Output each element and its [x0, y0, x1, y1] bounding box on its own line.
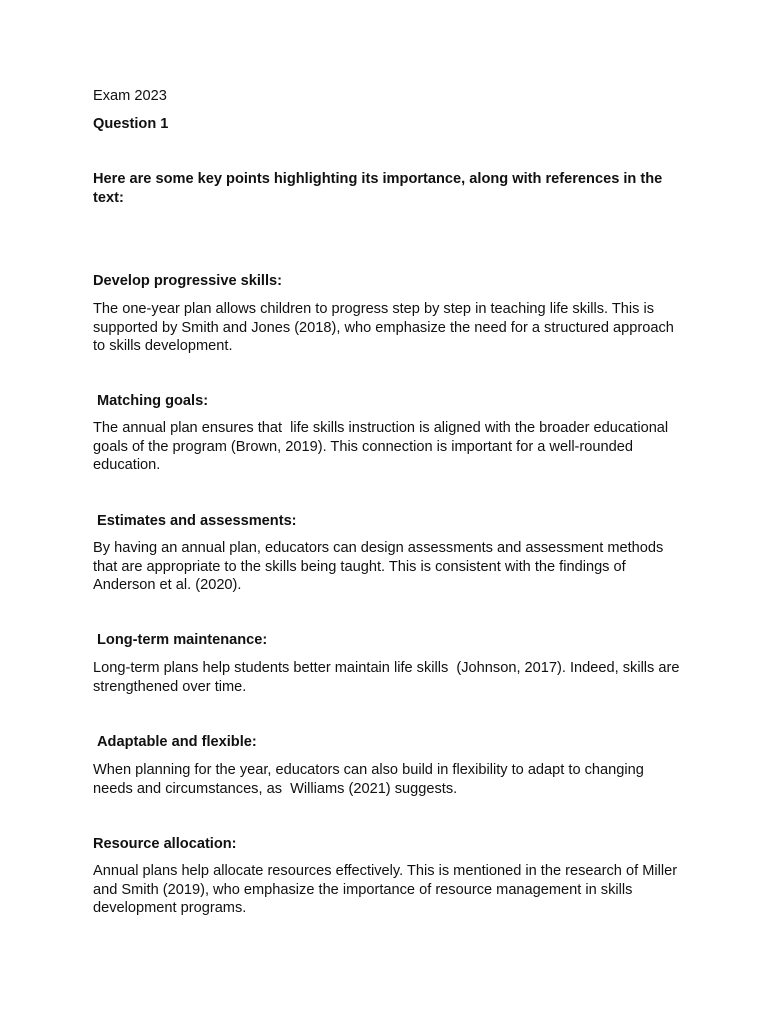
section-body: Annual plans help allocate resources effectively. This is mentioned in the research of Miller and Smith (2019), who emphasize the importance of resource management in skills development programs. — [93, 863, 682, 917]
section-body: The one-year plan allows children to progress step by step in teaching life skills. This is supported by Smith and Jones (2018), who emphasize the need for a structured approach to skills development. — [93, 301, 678, 355]
section-heading: Develop progressive skills: — [93, 273, 282, 289]
section-body: Long-term plans help students better maintain life skills (Johnson, 2017). Indeed, skills are strengthened over time. — [93, 660, 684, 695]
question-label: Question 1 — [93, 116, 169, 132]
intro-text: Here are some key points highlighting its importance, along with references in the text: — [93, 171, 667, 206]
section-heading: Adaptable and flexible: — [97, 734, 257, 750]
section-heading: Matching goals: — [97, 393, 209, 409]
section-heading: Estimates and assessments: — [97, 513, 297, 529]
section-body: When planning for the year, educators can also build in flexibility to adapt to changing needs and circumstances, as Williams (2021) suggests. — [93, 762, 648, 797]
section-heading: Long-term maintenance: — [97, 632, 268, 648]
section-body: The annual plan ensures that life skills instruction is aligned with the broader educational goals of the program (Brown, 2019). This connection is important for a well-rounded education. — [93, 420, 673, 474]
exam-label: Exam 2023 — [93, 88, 167, 104]
section-heading: Resource allocation: — [93, 836, 237, 852]
section-body: By having an annual plan, educators can design assessments and assessment methods that are appropriate to the skills being taught. This is consistent with the findings of Anderson et al. (2020). — [93, 540, 668, 594]
